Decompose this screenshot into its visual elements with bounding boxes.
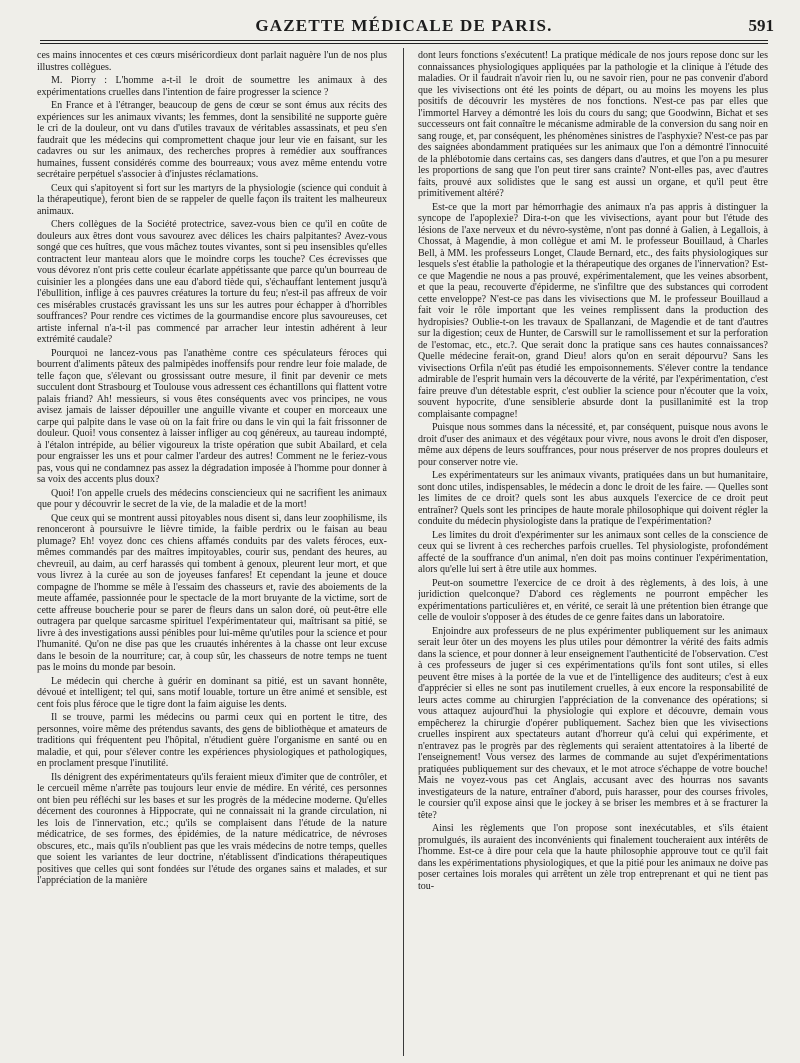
paragraph: Le médecin qui cherche à guérir en dominant sa pitié, est un savant honnête, dévoué et intelligent; tel qui, sans motif louable, torture un être animé et sensible, est cent fois plus féroce que le tigre dont la faim aiguise les dents. bbox=[37, 675, 387, 710]
paragraph: En France et à l'étranger, beaucoup de gens de cœur se sont émus aux récits des expériences sur les animaux vivants; les femmes, dont la sensibilité ne supporte guère le cri de la douleur, ont vu dans d'utiles travaux de véritables assassinats, et peu s'en faudrait que les médecins qui compromettent chaque jour leur vie en faisant, sur les cadavres ou sur les animaux, des recherches propres à remédier aux souffrances humaines, fussent considérés comme des bourreaux; vous avez même entendu votre secrétaire perpétuel s'associer à d'injustes réclamations. bbox=[37, 100, 387, 180]
paragraph: ces mains innocentes et ces cœurs miséricordieux dont parlait naguère l'un de nos plus illustres collègues. bbox=[37, 50, 387, 73]
page-number: 591 bbox=[748, 16, 774, 35]
page-header bbox=[34, 12, 774, 40]
paragraph: Pourquoi ne lancez-vous pas l'anathème contre ces spéculateurs féroces qui bourrent d'aliments pâteux des palmipèdes inoffensifs pour rendre leur foie malade, de telle façon que, s'élevant ou grossissant outre mesure, il finit par devenir ce mets succulent dont Strasbourg et Toulouse vous adressent ces échantillons qui flattent votre palais friand? Ah! messieurs, si vous êtes conséquents avec vos principes, ne vous avisez jamais de laisser dépouiller une anguille vivante et couper en morceaux une carpe qui palpite dans le vase où on la fait frire ou dans le vin qui la fait frissonner de douleur. Quoi! vous consentez à laisser infliger au coq généreux, au taureau indompté, à l'étalon intrépide, au bélier vigoureux la triste opération que subit Abailard, et cela pour engraisser les uns et pour calmer l'ardeur des autres! Comment ne le feriez-vous pas, vous qui ne condamnez pas assez la dégradation imposée à l'homme pour donner à sa voix des accents plus doux? bbox=[37, 347, 387, 485]
paragraph: Enjoindre aux professeurs de ne plus expérimenter publiquement sur les animaux serait leur ôter un des moyens les plus utiles pour démontrer la vérité des faits admis dans la science, et pour donner à leur enseignement l'authenticité de l'observation. C'est à ces professeurs de juger si ces expérimentations qu'ils font sont utiles, si elles peuvent être mises à la portée de la vue et de l'intelligence des auditeurs; c'est à eux d'apprécier si elles ne sont pas inutilement cruelles, à eux encore la responsabilité de leurs actes comme au chirurgien l'appréciation de la convenance des opérations; si vous attaquez aujourd'hui la physiologie qui explore et découvre, demain vous empêcherez la chirurgie d'opérer publiquement. Sachez bien que les vivisections cruelles inspirent aux spectateurs autant d'horreur qu'à celui qui expérimente, et n'entravez pas le progrès par des règlements qui seraient attentatoires à la liberté de l'enseignement! Vous versez des larmes de commande au sujet d'expérimentations pratiquées publiquement sur des chevaux, et le mot atroce s'échappe de votre bouche! Mais ne voyez-vous pas cet Anglais, accusant avec des hourras nos savants investigateurs de la nature, entraîner d'abord, puis harasser, pour des courses frivoles, le coursier qu'il expose ainsi que le jockey à se briser les membres et à se fracturer la tête? bbox=[418, 625, 768, 821]
journal-title: GAZETTE MÉDICALE DE PARIS. bbox=[255, 16, 553, 35]
header-rule bbox=[40, 40, 768, 41]
paragraph: Peut-on soumettre l'exercice de ce droit à des règlements, à des lois, à une juridiction quelconque? D'abord ces règlements ne pourront empêcher les expérimentations particulières et, en vérité, ce serait là une prétention bien étrange que celle de vouloir s'opposer à des études de ce genre faites dans un laboratoire. bbox=[418, 577, 768, 623]
left-column bbox=[37, 50, 387, 1056]
paragraph: Les limites du droit d'expérimenter sur les animaux sont celles de la conscience de ceux qui se livrent à ces recherches parfois cruelles. Tel physiologiste, profondément affecté de la souffrance d'un animal, n'en doit pas moins continuer l'expérimentation, alors qu'elle lui sert à être utile aux hommes. bbox=[418, 529, 768, 575]
paragraph: M. Piorry : L'homme a-t-il le droit de soumettre les animaux à des expérimentations cruelles dans l'intention de faire progresser la science ? bbox=[37, 75, 387, 98]
header-rule-double bbox=[40, 43, 768, 44]
paragraph: Ceux qui s'apitoyent si fort sur les martyrs de la physiologie (science qui conduit à la thérapeutique), feront bien de se rappeler de quelle façon ils traitent les malheureux animaux. bbox=[37, 182, 387, 217]
column-divider bbox=[403, 48, 404, 1056]
paragraph: Quoi! l'on appelle cruels des médecins consciencieux qui ne sacrifient les animaux que pour y découvrir le secret de la vie, de la maladie et de la mort! bbox=[37, 487, 387, 510]
paragraph: Les expérimentateurs sur les animaux vivants, pratiquées dans un but humanitaire, sont donc utiles, indispensables, le médecin a donc le droit de les faire. — Quelles sont les limites de ce droit? quels sont les abus auxquels l'exercice de ce droit peut entraîner? Quels sont les principes de haute morale philosophique qui doivent régler la conduite du médecin physiologiste dans la pratique de l'expérimentation? bbox=[418, 470, 768, 527]
paragraph: Chers collègues de la Société protectrice, savez-vous bien ce qu'il en coûte de douleurs aux êtres dont vous savourez avec délices les chairs palpitantes? Avez-vous songé que ces huîtres, que vous mâchez toutes vivantes, sont si peu insensibles qu'elles contractent leur manteau alors que le moindre corps les touche? Ces écrevisses que vous dévorez n'ont pris cette couleur écarlate appétissante que parce qu'un bourreau de cuisinier les a plongées dans une eau d'abord tiède qui, s'échauffant lentement jusqu'à l'ébullition, inflige à ces pauvres créatures la torture du feu; n'est-il pas affreux de voir ces misérables crustacés gravissant les uns sur les autres pour échapper à d'horribles souffrances? Pour rendre ces victimes de la gourmandise encore plus savoureuses, cet artiste infernal n'a-t-il pas commencé par arracher leur intestin adhérent à leur extrémité caudale? bbox=[37, 219, 387, 345]
paragraph: Ils dénigrent des expérimentateurs qu'ils feraient mieux d'imiter que de contrôler, et le cercueil même n'arrête pas toujours leur envie de médire. En vérité, ces personnes ont bien peu réfléchi sur les bases et sur les progrès de la médecine moderne. Qu'elles décernent des couronnes à Hippocrate, qui ne connaissait ni la grande circulation, ni les lois de l'innervation, etc.; qu'ils se complaisent dans l'étude de la nature médicatrice, de ses formes, des épidémies, de la nature médicatrice, de névroses obscures, etc., mais qu'ils n'oublient pas que les vrais médecins de notre temps, quelles que soient les variantes de leur doctrine, n'établissent d'indications thérapeutiques positives que celles qui sont fondées sur l'étude des organes sains et malades, et sur l'appréciation de la manière bbox=[37, 771, 387, 886]
paragraph: Ainsi les règlements que l'on propose sont inexécutables, et s'ils étaient promulgués, ils auraient des inconvénients qui finalement toucheraient aux intérêts de l'homme. Est-ce à dire pour cela que la haute philosophie approuve tout ce qu'il fait dans les expérimentations physiologiques, et que la pitié pour les animaux ne doive pas poser certaines lois morales qui arrêtent un zèle trop entreprenant et qui ne tient pas tou- bbox=[418, 823, 768, 892]
right-column bbox=[418, 50, 768, 1056]
paragraph: Il se trouve, parmi les médecins ou parmi ceux qui en portent le titre, des personnes, voire même des prétendus savants, des gens de bibliothèque et amateurs de traditions qui fréquentent peu l'hôpital, n'étudient guère l'organisme en santé ou en maladie, et qui, pour s'élever contre les expériences physiologiques et pathologiques, en proclament presque l'inutilité. bbox=[37, 712, 387, 769]
paragraph: dont leurs fonctions s'exécutent! La pratique médicale de nos jours repose donc sur les connaissances physiologiques appliquées par la pathologie et la clinique à l'étude des maladies. Or il faudrait n'avoir rien lu, ou ne savoir rien, pour ne pas convenir d'abord que les vivisections ont été les points de départ, ou au moins les moyens les plus positifs de découvrir les mystères de nos fonctions. N'est-ce pas par elles que l'immortel Harvey a démontré les lois du cours du sang; que Goodwinn, Bichat et ses successeurs ont fait connaître le mécanisme admirable de la conversion du sang noir en sang rouge, et, par conséquent, les phénomènes sinistres de l'asphyxie? N'est-ce pas par des saignées abondamment pratiquées sur les animaux que l'on a démontré l'innocuité de la phlébotomie dans certains cas, ses dangers dans d'autres, et que l'on a pu mesurer les proportions de sang que l'on peut tirer sans crainte? N'ont-elles pas, avec d'autres faits, prouvé aux solidistes que le sang est aussi un organe, et qu'il peut être primitivement altéré? bbox=[418, 50, 768, 199]
paragraph: Que ceux qui se montrent aussi pitoyables nous disent si, dans leur zoophilisme, ils renonceront à poursuivre le lièvre timide, la faible perdrix ou le faisan au beau plumage? Eh! voyez donc ces chiens affamés conduits par des valets féroces, eux-mêmes commandés par des maîtres impitoyables, courir sus, pendant des heures, au chevreuil, au daim, au cerf harassés qui tombent à genoux, pleurent leur mort, et que vous livrez à la curée au son de joyeuses fanfares! Et cependant la jeune et douce compagne de l'homme se mêle à l'essaim des chasseurs et, ravie des aboiements de la meute affamée, passionnée pour le spectacle de la mort bruyante de la victime, sort de cette affreuse boucherie pour se parer de fleurs dans un salon doré, où peut-être elle outragera par quelque sarcasme spirituel l'expérimentateur qui, maîtrisant sa pitié, se livre à des investigations aussi pénibles pour lui-même qu'utiles pour la science et pour l'humanité. Qu'on ne dise pas que les cruautés inhérentes à la chasse ont leur excuse dans le besoin de la nourriture; car, à coup sûr, les chasseurs de notre temps ne tuent pas le moins du monde par besoin. bbox=[37, 512, 387, 673]
paragraph: Puisque nous sommes dans la nécessité, et, par conséquent, puisque nous avons le droit d'user des animaux et des végétaux pour vivre, nous avons le droit d'en disposer, même aux dépens de leurs souffrances, pour nous préserver de nos propres douleurs et pour conserver notre vie. bbox=[418, 422, 768, 468]
paragraph: Est-ce que la mort par hémorrhagie des animaux n'a pas appris à distinguer la syncope de l'apoplexie? Dira-t-on que les vivisections, ayant pour but l'étude des lésions de l'axe nerveux et du névro-système, n'ont pas donné à Galien, à Legallois, à Chossat, à Magendie, à mon collègue et ami M. le professeur Bouillaud, à Charles Bell, à MM. les professeurs Longet, Claude Bernard, etc., des faits physiologiques sur lesquels s'est établie la pathologie et la thérapeutique des organes de l'innervation? Est-ce que Magendie ne nous a pas prouvé, expérimentalement, que les veines absorbent, et que la peau, recouverte d'épiderme, ne s'infiltre que des substances qui corrodent cette enveloppe? N'est-ce pas dans les vivisections que M. le professeur Bouillaud a fait voir le rôle important que les veines remplissent dans la production des hydropisies? Oublie-t-on les travaux de Spallanzani, de Magendie et de tant d'autres sur la digestion; ceux de Hunter, de Carswill sur le ramollissement et sur la perforation de l'estomac, etc., etc.?. Que serait donc la pratique sans ces hautes connaissances? Quelle médecine ferait-on, grand Dieu! alors qu'on en serait dépourvu? Sans les vivisections Orfila n'eût pas étudié les empoisonnements. S'élever contre la tendance admirable de l'esprit humain vers la découverte de la vérité, par l'expérimentation, c'est faire preuve d'un détestable esprit, c'est oublier la science pour n'écouter que la voix, souvent hypocrite, d'une sensiblerie absurde dont la pusillanimité est la trop complaisante compagne! bbox=[418, 201, 768, 420]
